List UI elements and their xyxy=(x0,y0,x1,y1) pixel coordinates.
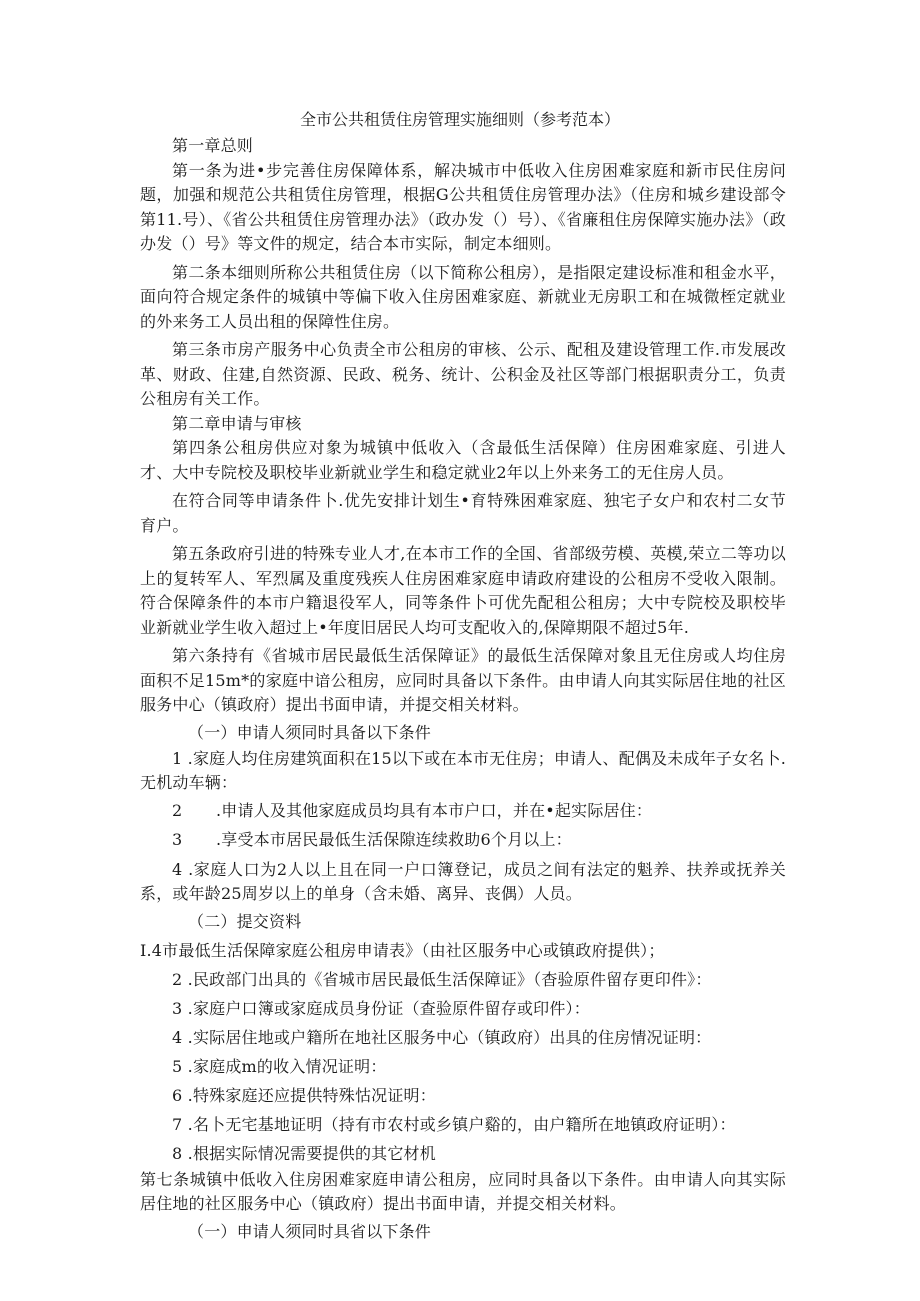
article-paragraph: 第三条市房产服务中心负责全市公租房的审核、公示、配租及建设管理工作.市发展改革、财政、住建,自然资源、民政、税务、统计、公积金及社区等部门根据职责分工，负责公租房有关工作。 xyxy=(140,340,786,408)
document-list-item: 4 .实际居住地或户籍所在地社区服务中心（镇政府）出具的住房情况证明： xyxy=(172,1027,712,1047)
chapter-heading: 第一章总则 xyxy=(172,136,254,155)
article-paragraph: 第四条公租房供应对象为城镇中低收入（含最低生活保障）住房困难家庭、引进人才、大中专院校及职校毕业新就业学生和稳定就业2年以上外来务工的无住房人员。 xyxy=(140,438,786,482)
article-paragraph: 第六条持有《省城市居民最低生活保障证》的最低生活保障对象且无住房或人均住房面积不足15m*的家庭中谙公租房，应同时具备以下条件。由申请人向其实际居住地的社区服务中心（镇政府）提出书面申请，并提交相关材料。 xyxy=(140,646,786,714)
document-list-item: 7 .名卜无宅基地证明（持有市农村或乡镇户谿的，由户籍所在地镇政府证明）： xyxy=(172,1114,736,1134)
section-heading: （二）提交资料 xyxy=(188,911,302,931)
document-list-item: 6 .特殊家庭还应提供特殊怙况证明： xyxy=(172,1085,436,1105)
condition-item: 4 .家庭人口为2人以上且在同一户口簿登记，成员之间有法定的魁养、扶养或抚养关系，或年龄25周岁以上的单身（含未婚、离异、丧偶）人员。 xyxy=(140,859,786,903)
condition-number: 3 xyxy=(172,829,183,849)
section-heading: （一）申请人须同时具省以下条件 xyxy=(188,1221,432,1241)
document-list-item: 2 .民政部门出具的《省城市居民最低生活保障证》（杳验原件留存更印件》： xyxy=(172,969,712,989)
article-paragraph: 第一条为进•步完善住房保障体系，解决城市中低收入住房困难家庭和新市民住房问题，加强和规范公共租赁住房管理，根据G公共租赁住房管理办法》（住房和城乡建设部令第11.号）、《省公共租赁住房管理办法》（政办发（）号）、《省廉租住房保障实施办法》（政办发（）号》等文件的规定，结合本市实际，制定本细则。 xyxy=(140,160,786,253)
condition-text: .享受本市居民最低生活保隙连续救助6个月以上： xyxy=(216,829,572,849)
condition-item xyxy=(140,825,786,854)
article-paragraph: 第二条本细则所称公共租赁住房（以下简称公租房），是指限定建设标准和租金水平，面向符合规定条件的城镇中等偏下收入住房困难家庭、新就业无房职工和在城微桎定就业的外来务工人员出租的保障性住房。 xyxy=(140,262,786,331)
document-list-item: 3 .家庭户口簿或家庭成员身份证（查验原件留存或印件）： xyxy=(172,998,590,1018)
document-list-item: I.4市最低生活保障家庭公租房申请表》（由社区服务中心或镇政府提供）； xyxy=(140,940,665,960)
condition-item: 1 .家庭人均住房建筑面积在15以下或在本市无住房；申请人、配偶及未成年子女名卜.无机动车辆： xyxy=(140,748,786,792)
condition-number: 2 xyxy=(172,800,183,820)
document-list-item: 5 .家庭成m的收入情况证明： xyxy=(172,1056,387,1076)
condition-item xyxy=(140,796,786,825)
condition-text: .申请人及其他家庭成员均具有本市户口，并在•起实际居住： xyxy=(216,800,653,820)
document-list-item: 8 .根据实际情况需要提供的其它材机 xyxy=(172,1143,436,1163)
article-paragraph: 第七条城镇中低收入住房困难家庭申请公租房，应同时具备以下条件。由申请人向其实际居住地的社区服务中心（镇政府）提出书面申请，并提交相关材料。 xyxy=(140,1169,786,1213)
article-paragraph: 第五条政府引进的特殊专业人才,在本市工作的全国、省部级劳模、英模,荣立二等功以上的复转军人、军烈属及重度残疾人住房困难家庭申请政府建设的公租房不受收入限制。符合保障条件的本市户籍退役军人，同等条件卜可优先配租公租房；大中专院校及职校毕业新就业学生收入超过上•年度旧居民人均可支配收入的,保障期限不超过5年. xyxy=(140,544,786,637)
chapter-heading: 第二章申请与审核 xyxy=(172,413,302,433)
document-body xyxy=(140,134,786,1246)
document-title: 全市公共租赁住房管理实施细则（参考范本） xyxy=(299,110,620,129)
section-heading: （一）申请人须同时具备以下条件 xyxy=(188,722,432,742)
article-paragraph: 在符合同等申请条件卜.优先安排计划生•育特殊困难家庭、独宅子女户和农村二女节育户。 xyxy=(140,491,786,535)
